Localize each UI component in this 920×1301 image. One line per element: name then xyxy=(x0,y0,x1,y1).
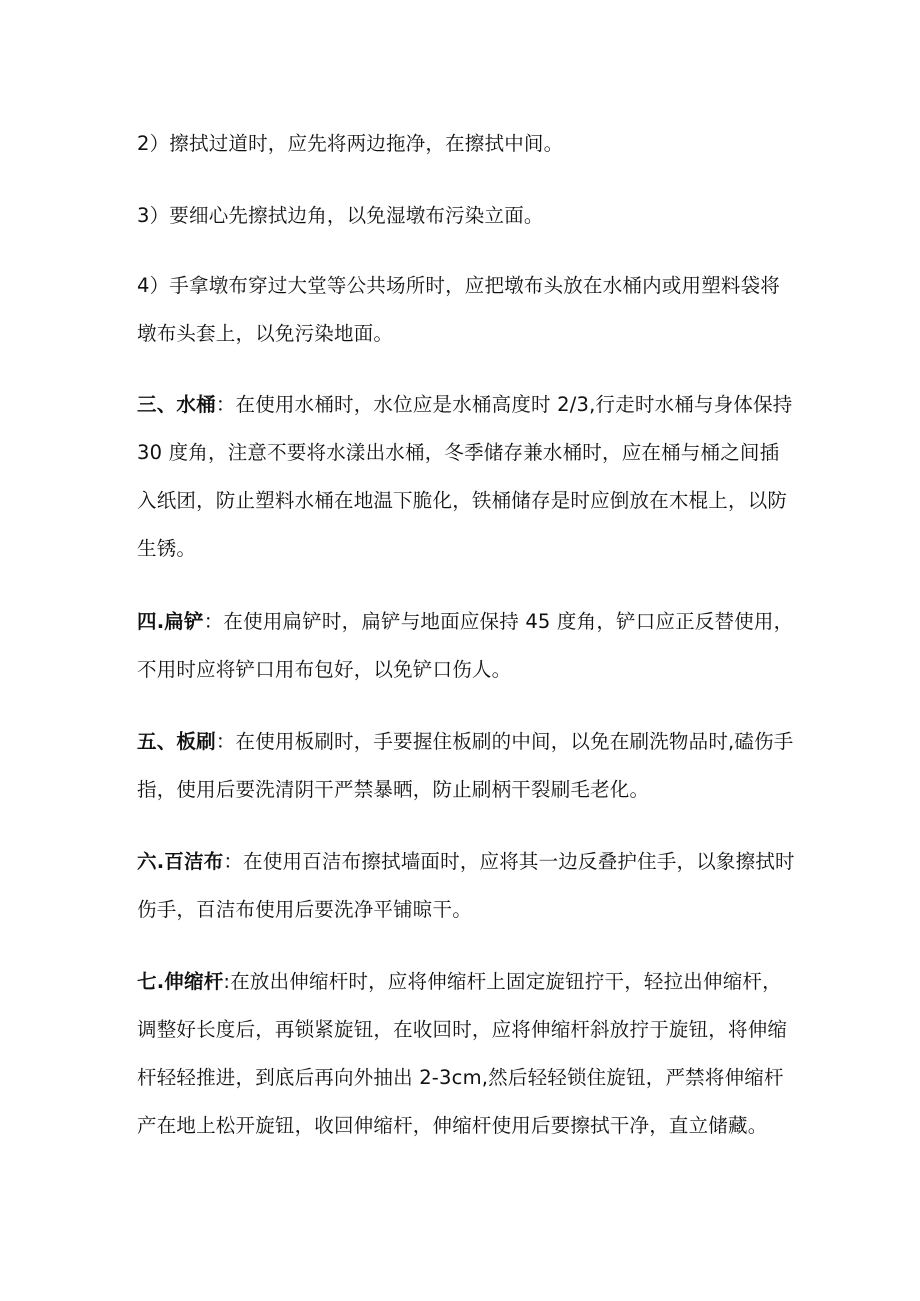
paragraph-text: 4）手拿墩布穿过大堂等公共场所时，应把墩布头放在水桶内或用塑料袋将墩布头套上，以免污染地面。 xyxy=(137,274,781,345)
section-text-brush: ：在使用板刷时，手要握住板刷的中间，以免在刷洗物品时,磕伤手指，使用后要洗清阴干严禁暴晒，防止刷柄干裂刷毛老化。 xyxy=(137,730,794,801)
paragraph-item-3 xyxy=(137,192,797,240)
section-text-telescopic-pole: :在放出伸缩杆时，应将伸缩杆上固定旋钮拧干，轻拉出伸缩杆，调整好长度后，再锁紧旋钮，在收回时，应将伸缩杆斜放拧于旋钮，将伸缩杆轻轻推进，到底后再向外抽出 2-3cm,然后轻轻锁住旋钮，严禁将伸缩杆产在地上松开旋钮，收回伸缩杆，伸缩杆使用后要擦拭干净，直立储藏。 xyxy=(137,970,788,1137)
paragraph-text: 2）擦拭过道时，应先将两边拖净，在擦拭中间。 xyxy=(137,132,564,155)
paragraph-text: 3）要细心先擦拭边角，以免湿墩布污染立面。 xyxy=(137,204,544,227)
section-text-scraper: ：在使用扁铲时，扁铲与地面应保持 45 度角，铲口应正反替使用，不用时应将铲口用布包好，以免铲口伤人。 xyxy=(137,610,794,681)
section-text-bucket: ：在使用水桶时，水位应是水桶高度时 2/3,行走时水桶与身体保持 30 度角，注意不要将水漾出水桶，冬季储存兼水桶时，应在桶与桶之间插入纸团，防止塑料水桶在地温下脆化，铁桶储存是时应倒放在木棍上，以防生锈。 xyxy=(137,393,793,560)
section-telescopic-pole xyxy=(137,958,797,1150)
section-scraper xyxy=(137,598,797,694)
section-text-scouring-pad: ：在使用百洁布擦拭墙面时，应将其一边反叠护住手，以象擦拭时伤手，百洁布使用后要洗净平铺晾干。 xyxy=(137,850,795,921)
section-heading-telescopic-pole: 七.伸缩杆 xyxy=(137,970,224,993)
section-heading-bucket: 三、水桶 xyxy=(137,393,216,416)
paragraph-item-2 xyxy=(137,120,797,168)
paragraph-item-4 xyxy=(137,262,797,358)
section-heading-scouring-pad: 六.百洁布 xyxy=(137,850,224,873)
section-bucket xyxy=(137,381,797,573)
section-heading-scraper: 四.扁铲 xyxy=(137,610,204,633)
section-heading-brush: 五、板刷 xyxy=(137,730,216,753)
section-scouring-pad xyxy=(137,838,797,934)
section-brush xyxy=(137,718,797,814)
